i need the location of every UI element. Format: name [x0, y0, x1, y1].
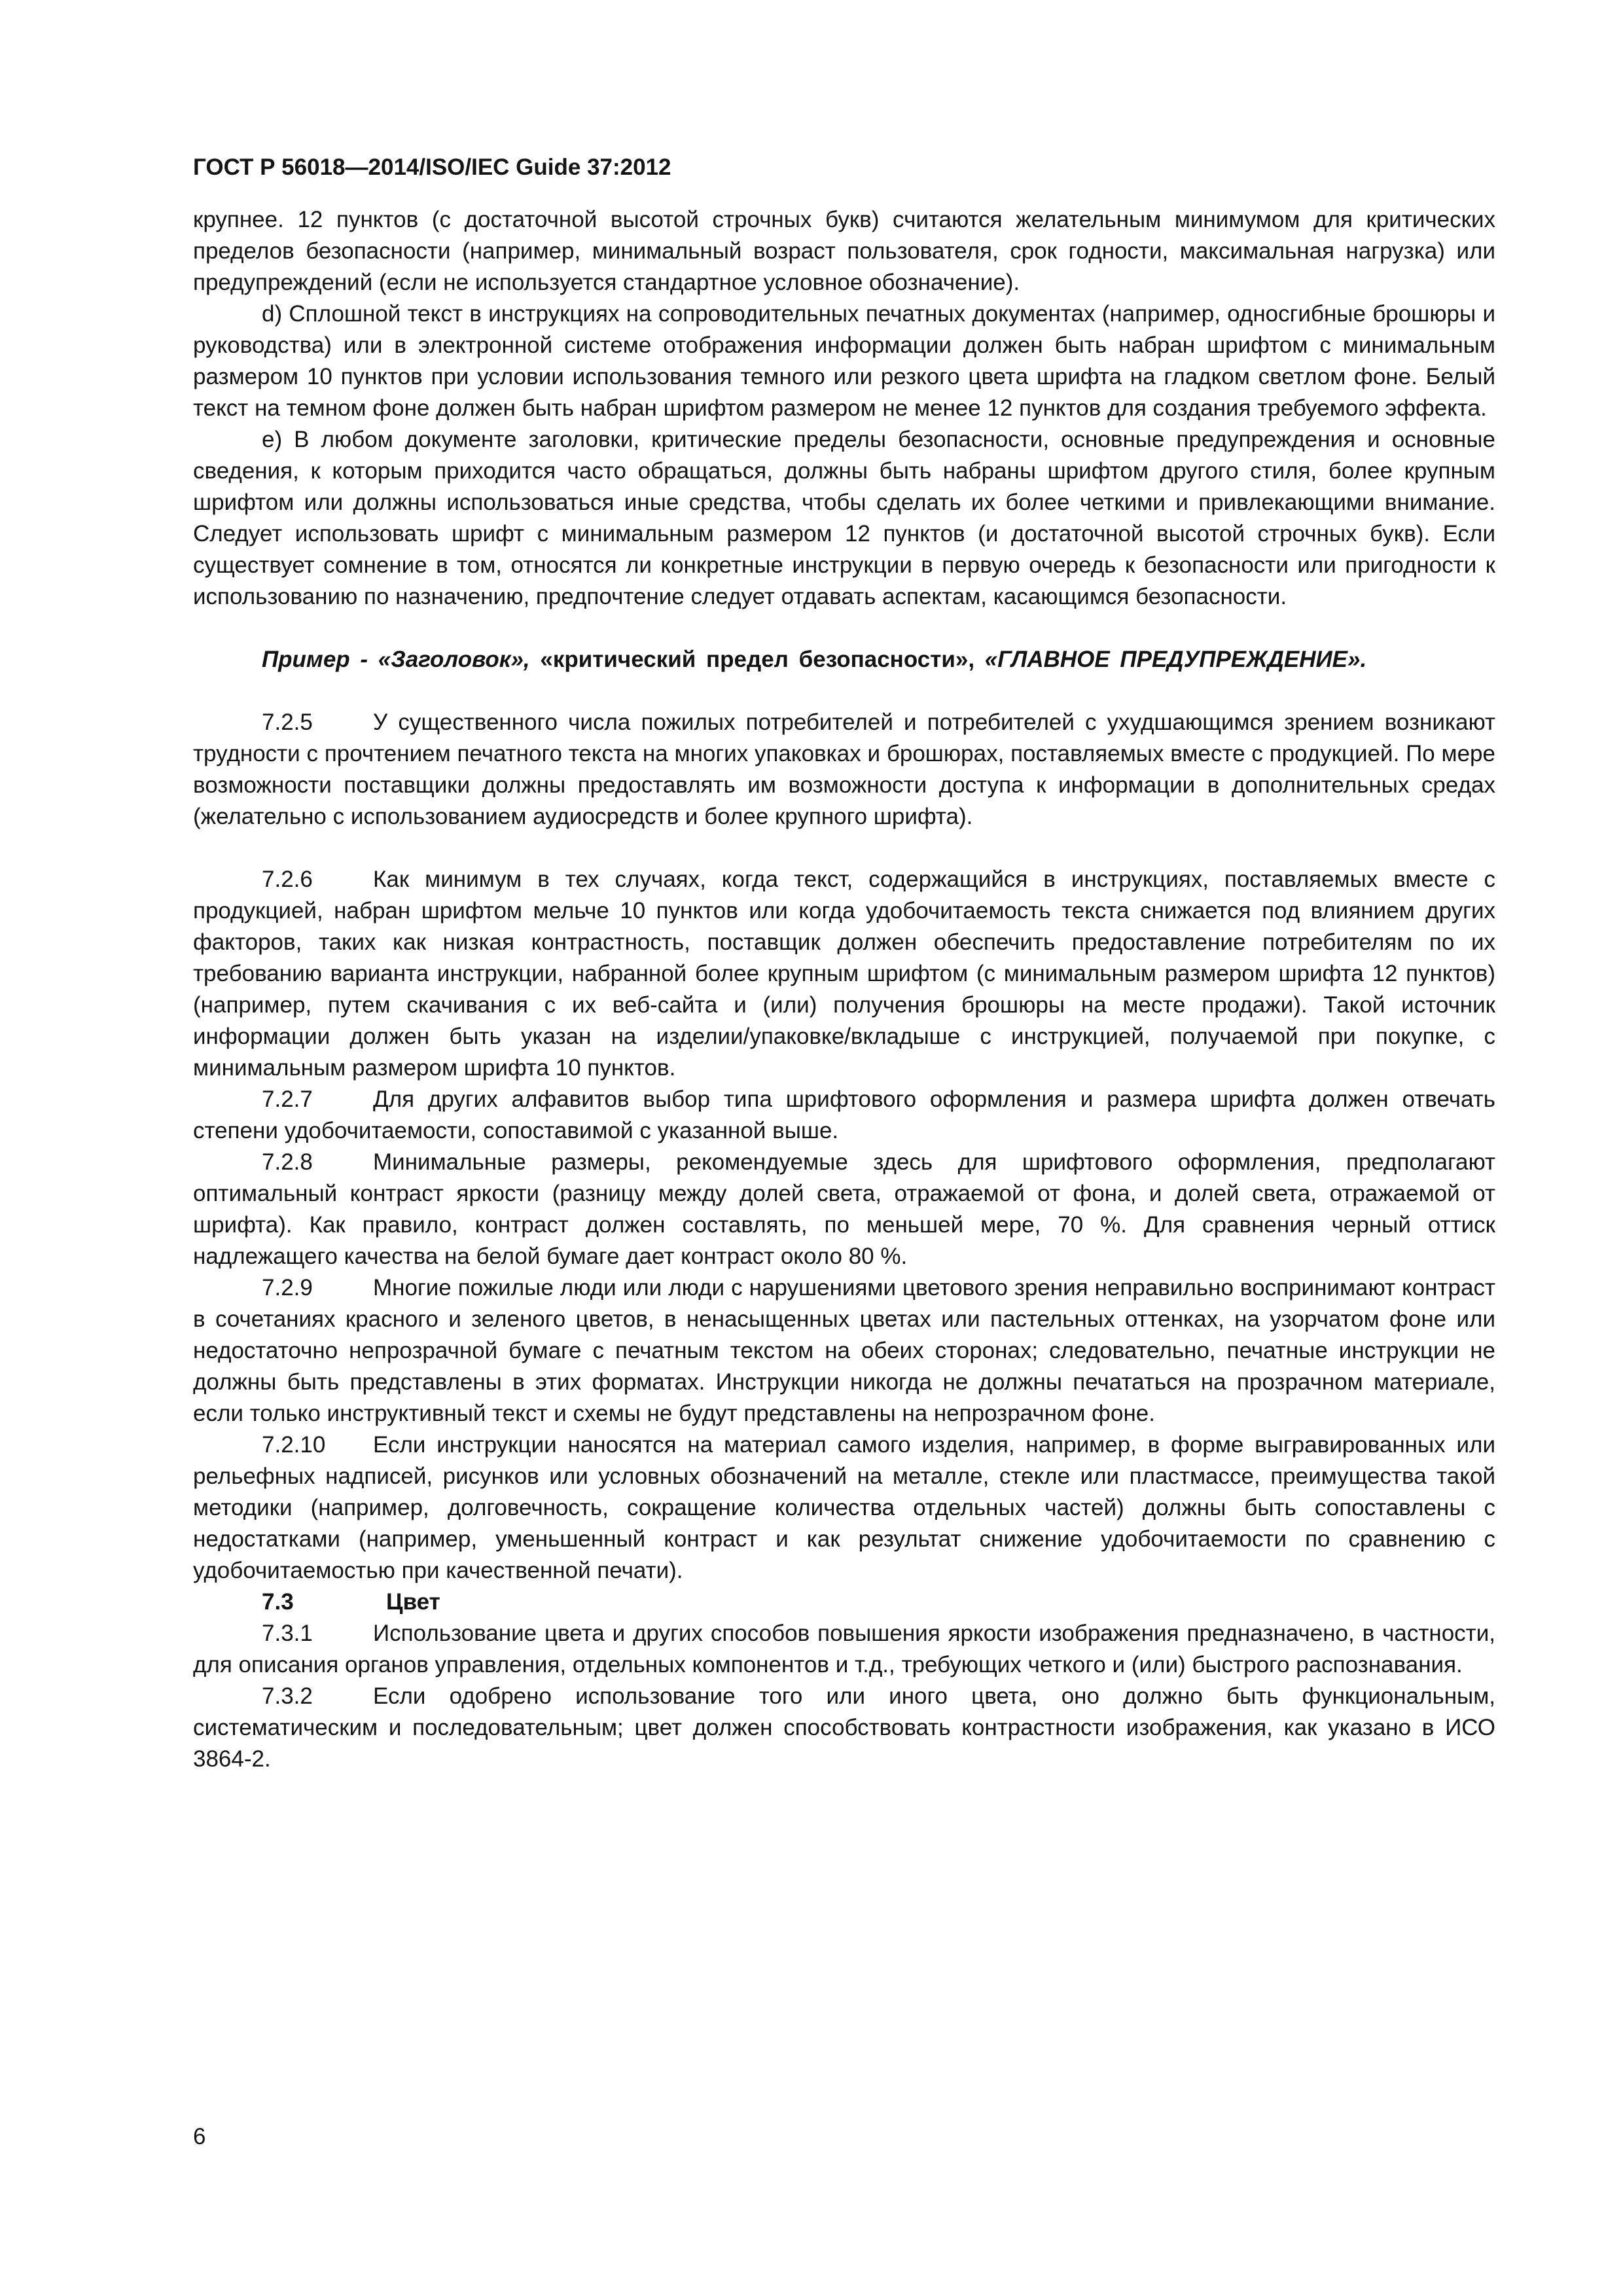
section-number: 7.3 [262, 1589, 294, 1615]
clause-7-2-5 [193, 707, 1495, 833]
clause-number: 7.3.1 [262, 1621, 313, 1646]
clause-7-3-1 [193, 1618, 1495, 1681]
paragraph-item-e: e) В любом документе заголовки, критические пределы безопасности, основные предупреждения и основные сведения, к которым приходится часто обращаться, должны быть набраны шрифтом другого стиля, более крупным шрифтом или должны использоваться иные средства, чтобы сделать их более четкими и привлекающими внимание. Следует использовать шрифт с минимальным размером 12 пунктов (и достаточной высотой строчных букв). Если существует сомнение в том, относятся ли конкретные инструкции в первую очередь к безопасности или пригодности к использованию по назначению, предпочтение следует отдавать аспектам, касающимся безопасности. [193, 427, 1495, 609]
example-part-1: Пример - «Заголовок», [262, 647, 530, 672]
clause-number: 7.2.5 [262, 709, 313, 735]
example-part-2: «критический предел безопасности», [540, 647, 975, 672]
clause-number: 7.2.8 [262, 1149, 313, 1175]
example-part-3: «ГЛАВНОЕ ПРЕДУПРЕЖДЕНИЕ». [984, 647, 1367, 672]
document-header: ГОСТ Р 56018—2014/ISO/IEC Guide 37:2012 [193, 154, 671, 180]
clause-text: Минимальные размеры, рекомендуемые здесь для шрифтового оформления, предполагают оптимальный контраст яркости (разницу между долей света, отражаемой от фона, и долей света, отражаемой от шрифта). Как правило, контраст должен составлять, по меньшей мере, 70 %. Для сравнения черный оттиск надлежащего качества на белой бумаге дает контраст около 80 %. [193, 1149, 1495, 1269]
clause-7-2-8 [193, 1147, 1495, 1272]
clause-number: 7.2.6 [262, 867, 313, 892]
clause-text: Для других алфавитов выбор типа шрифтового оформления и размера шрифта должен отвечать степени удобочитаемости, сопоставимой с указанной выше. [193, 1086, 1495, 1143]
paragraph-continuation: крупнее. 12 пунктов (с достаточной высотой строчных букв) считаются желательным минимумом для критических пределов безопасности (например, минимальный возраст пользователя, срок годности, максимальная нагрузка) или предупреждений (если не используется стандартное условное обозначение). [193, 207, 1495, 295]
clause-7-2-10 [193, 1429, 1495, 1587]
clause-number: 7.3.2 [262, 1683, 313, 1709]
document-page [193, 154, 1495, 1775]
section-heading-7-3 [193, 1587, 1495, 1618]
clause-text: Как минимум в тех случаях, когда текст, содержащийся в инструкциях, поставляемых вместе с продукцией, набран шрифтом мельче 10 пунктов или когда удобочитаемость текста снижается под влиянием других факторов, таких как низкая контрастность, поставщик должен обеспечить предоставление потребителям по их требованию варианта инструкции, набранной более крупным шрифтом (с минимальным размером шрифта 12 пунктов) (например, путем скачивания с их веб-сайта и (или) получения брошюры на месте продажи). Такой источник информации должен быть указан на изделии/упаковке/вкладыше с инструкцией, получаемой при покупке, с минимальным размером шрифта 10 пунктов. [193, 867, 1495, 1081]
clause-number: 7.2.10 [262, 1432, 326, 1458]
page-number: 6 [193, 2124, 206, 2149]
section-title: Цвет [386, 1589, 440, 1615]
clause-text: Использование цвета и других способов повышения яркости изображения предназначено, в частности, для описания органов управления, отдельных компонентов и т.д., требующих четкого и (или) быстрого распознавания. [193, 1621, 1495, 1677]
clause-text: Многие пожилые люди или люди с нарушениями цветового зрения неправильно воспринимают контраст в сочетаниях красного и зеленого цветов, в ненасыщенных цветах или пастельных оттенках, на узорчатом фоне или недостаточно непрозрачной бумаге с печатным текстом на обеих сторонах; следовательно, печатные инструкции не должны быть представлены в этих форматах. Инструкции никогда не должны печататься на прозрачном материале, если только инструктивный текст и схемы не будут представлены на непрозрачном фоне. [193, 1275, 1495, 1426]
clause-7-2-9 [193, 1272, 1495, 1429]
clause-text: Если инструкции наносятся на материал самого изделия, например, в форме выгравированных или рельефных надписей, рисунков или условных обозначений на металле, стекле или пластмассе, преимущества такой методики (например, долговечность, сокращение количества отдельных частей) должны быть сопоставлены с недостатками (например, уменьшенный контраст и как результат снижение удобочитаемости по сравнению с удобочитаемостью при качественной печати). [193, 1432, 1495, 1583]
clause-7-2-7 [193, 1084, 1495, 1147]
paragraph-item-d: d) Сплошной текст в инструкциях на сопроводительных печатных документах (например, односгибные брошюры и руководства) или в электронной системе отображения информации должен быть набран шрифтом с минимальным размером 10 пунктов при условии использования темного или резкого цвета шрифта на гладком светлом фоне. Белый текст на темном фоне должен быть набран шрифтом размером не менее 12 пунктов для создания требуемого эффекта. [193, 301, 1495, 421]
example-note [193, 644, 1495, 675]
clause-7-2-6 [193, 864, 1495, 1084]
clause-number: 7.2.7 [262, 1086, 313, 1112]
clause-number: 7.2.9 [262, 1275, 313, 1300]
clause-text: У существенного числа пожилых потребителей и потребителей с ухудшающимся зрением возникают трудности с прочтением печатного текста на многих упаковках и брошюрах, поставляемых вместе с продукцией. По мере возможности поставщики должны предоставлять им возможности доступа к информации в дополнительных средах (желательно с использованием аудиосредств и более крупного шрифта). [193, 709, 1495, 829]
clause-text: Если одобрено использование того или иного цвета, оно должно быть функциональным, систематическим и последовательным; цвет должен способствовать контрастности изображения, как указано в ИСО 3864-2. [193, 1683, 1495, 1772]
clause-7-3-2 [193, 1681, 1495, 1775]
